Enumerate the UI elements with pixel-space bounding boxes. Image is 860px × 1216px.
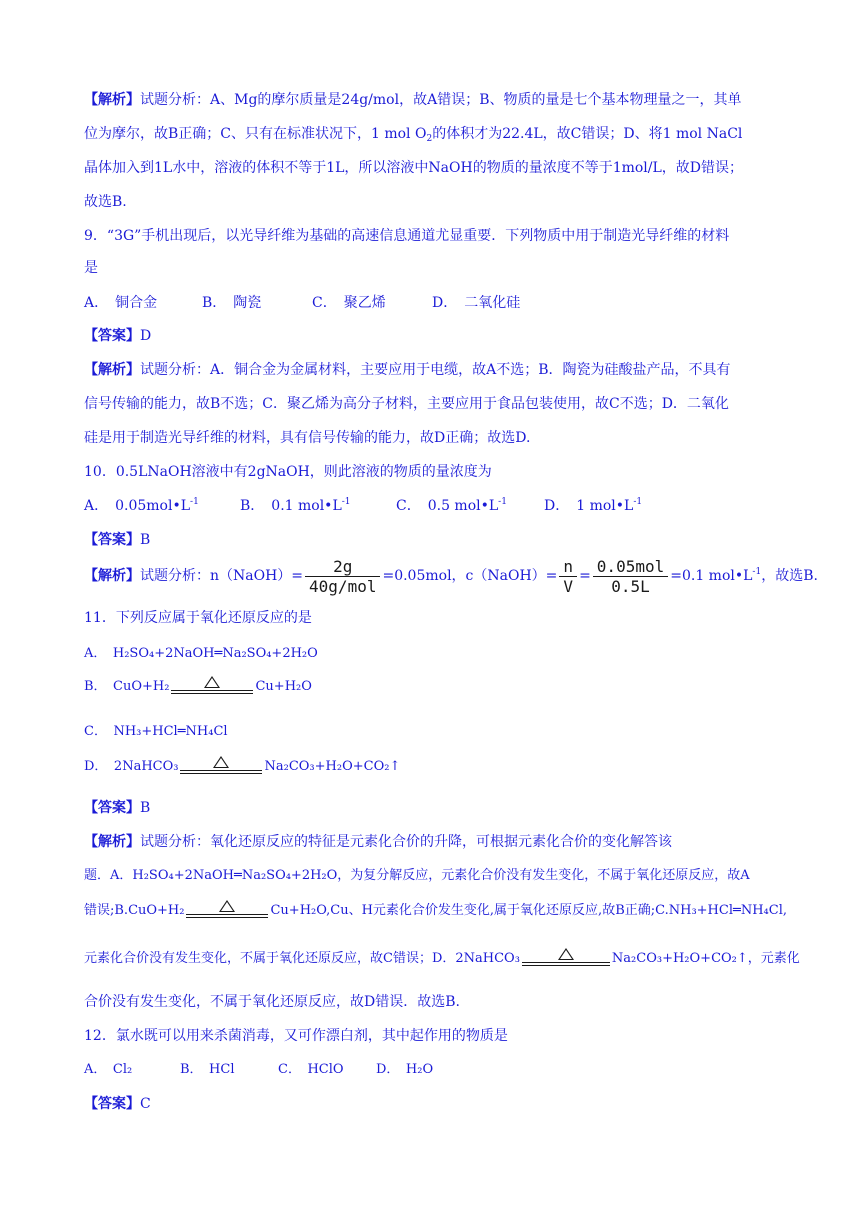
answer-value: B [140,800,151,816]
question-stem: 9．“3G”手机出现后，以光导纤维为基础的高速信息通道尤显重要．下列物质中用于制造光导纤维的材料 [84,228,730,244]
option-d-reactants: D． 2NaHCO₃ [84,759,179,774]
q8-analysis-line-3 [84,158,743,178]
option-b-products: Cu+H₂O [255,679,312,694]
heating-arrow-icon [171,676,253,698]
superscript: -1 [752,567,762,577]
option-b: B． 陶瓷 [202,295,262,311]
answer-value: B [140,532,151,548]
analysis-text: Na₂CO₃+H₂O+CO₂↑，元素化 [611,951,800,966]
q11-option-c [84,722,228,742]
answer-tag: 【答案】 [84,532,140,548]
analysis-tag: 【解析】 [84,92,140,108]
q10-stem [84,462,492,482]
q8-analysis-line-4 [84,192,127,212]
analysis-text: 试题分析：n（NaOH）= [140,568,304,584]
option-c [396,496,544,516]
analysis-text: 晶体加入到1L水中，溶液的体积不等于1L，所以溶液中NaOH的物质的量浓度不等于1mol/L，故D错误； [84,160,744,176]
option-c: C． 聚乙烯 [312,295,386,311]
option-d-products: Na₂CO₃+H₂O+CO₂↑ [264,759,401,774]
fraction-denominator: 40g/mol [309,576,377,596]
option-c-label: C． 0.5 mol•L [396,498,499,514]
q11-option-a [84,644,318,664]
q10-options [84,496,642,516]
fraction-denominator: V [563,576,574,596]
q11-answer [84,798,150,818]
analysis-tag: 【解析】 [84,362,140,378]
superscript: -1 [341,497,351,507]
q11-analysis-line-3 [84,896,787,926]
option-a [84,496,240,516]
q11-analysis-line-2 [84,866,750,886]
q9-analysis-line-3 [84,428,530,448]
analysis-text: 元素化合价没有发生变化，不属于氧化还原反应，故C错误；D．2NaHCO₃ [84,951,520,966]
option-c: C． NH₃+HCl═NH₄Cl [84,724,228,739]
fraction-n-over-v [559,557,577,596]
answer-tag: 【答案】 [84,800,140,816]
analysis-text: 试题分析：A．铜合金为金属材料，主要应用于电缆，故A不选；B．陶瓷为硅酸盐产品，不具有 [140,362,731,378]
analysis-text: Cu+H₂O,Cu、H元素化合价发生变化,属于氧化还原反应,故B正确;C.NH₃+HCl═NH₄Cl, [270,903,787,918]
subscript: 2 [426,134,433,144]
option-a-label: A． 0.05mol•L [84,498,191,514]
q9-analysis-line-1 [84,360,731,380]
analysis-text: 的体积才为22.4L，故C错误；D、将1 mol NaCl [432,126,743,142]
q10-answer [84,530,150,550]
q11-analysis-line-1 [84,832,672,852]
analysis-text: 硅是用于制造光导纤维的材料，具有信号传输的能力，故D正确；故选D. [84,430,531,446]
q10-analysis [84,556,818,596]
fraction-numerator: n [559,557,577,577]
option-b: B． HCl [180,1062,235,1077]
analysis-text: 故选B. [84,194,127,210]
superscript: -1 [633,497,643,507]
option-c: C． HClO [278,1062,344,1077]
superscript: -1 [190,497,199,507]
q9-stem-line-2 [84,258,98,278]
analysis-text: 试题分析：A、Mg的摩尔质量是24g/mol，故A错误；B、物质的量是七个基本物理量之一，其单 [140,92,742,108]
option-b [240,496,396,516]
analysis-text: 位为摩尔，故B正确；C、只有在标准状况下，1 mol O [84,126,427,142]
option-a: A． 铜合金 [84,295,158,311]
option-b-label: B． 0.1 mol•L [240,498,342,514]
analysis-text: 错误;B.CuO+H₂ [84,903,185,918]
q12-answer [84,1094,151,1114]
superscript: -1 [498,497,507,507]
fraction-mass-over-molar-mass [305,557,380,596]
option-d: D． H₂O [376,1062,434,1077]
analysis-text: =0.1 mol•L [670,568,753,584]
heating-arrow-icon [522,948,610,970]
option-d-label: D． 1 mol•L [544,498,634,514]
q9-answer [84,326,151,346]
q11-stem [84,608,312,628]
fraction-moles-over-volume [593,557,668,596]
q8-analysis-line-2 [84,124,742,144]
option-b-reactants: B． CuO+H₂ [84,679,170,694]
option-a: A． Cl₂ [84,1062,133,1077]
equals-sign: = [579,568,591,584]
option-a: A． H₂SO₄+2NaOH═Na₂SO₄+2H₂O [84,646,318,661]
fraction-numerator: 0.05mol [593,557,668,577]
analysis-text: 试题分析：氧化还原反应的特征是元素化合价的升降，可根据元素化合价的变化解答该 [140,834,672,850]
fraction-denominator: 0.5L [611,576,650,596]
question-stem: 是 [84,260,98,276]
fraction-numerator: 2g [305,557,380,577]
analysis-tag: 【解析】 [84,568,140,584]
q11-option-d [84,752,400,782]
q12-options [84,1060,433,1080]
question-stem: 10．0.5LNaOH溶液中有2gNaOH，则此溶液的物质的量浓度为 [84,464,492,480]
answer-tag: 【答案】 [84,1096,140,1112]
answer-tag: 【答案】 [84,328,140,344]
analysis-text: =0.05mol，c（NaOH）= [382,568,558,584]
question-stem: 11．下列反应属于氧化还原反应的是 [84,610,312,626]
heating-arrow-icon [180,756,262,778]
q9-options [84,293,520,313]
analysis-tag: 【解析】 [84,834,140,850]
option-d [544,496,642,516]
q9-analysis-line-2 [84,394,729,414]
q11-option-b [84,672,312,702]
heating-arrow-icon [186,900,268,922]
question-stem: 12．氯水既可以用来杀菌消毒，又可作漂白剂，其中起作用的物质是 [84,1028,508,1044]
q11-analysis-line-4 [84,944,800,974]
q11-analysis-line-5 [84,992,460,1012]
analysis-text: 信号传输的能力，故B不选；C．聚乙烯为高分子材料，主要应用于食品包装使用，故C不选；D．二氧化 [84,396,729,412]
option-d: D． 二氧化硅 [432,295,521,311]
analysis-text: ，故选B. [761,568,818,584]
q8-analysis-line-1 [84,90,741,110]
answer-value: D [140,328,152,344]
q9-stem-line-1 [84,226,729,246]
answer-value: C [140,1096,151,1112]
analysis-text: 合价没有发生变化，不属于氧化还原反应，故D错误．故选B. [84,994,460,1010]
q12-stem [84,1026,508,1046]
analysis-text: 题．A．H₂SO₄+2NaOH═Na₂SO₄+2H₂O，为复分解反应，元素化合价没有发生变化，不属于氧化还原反应，故A [84,868,750,883]
